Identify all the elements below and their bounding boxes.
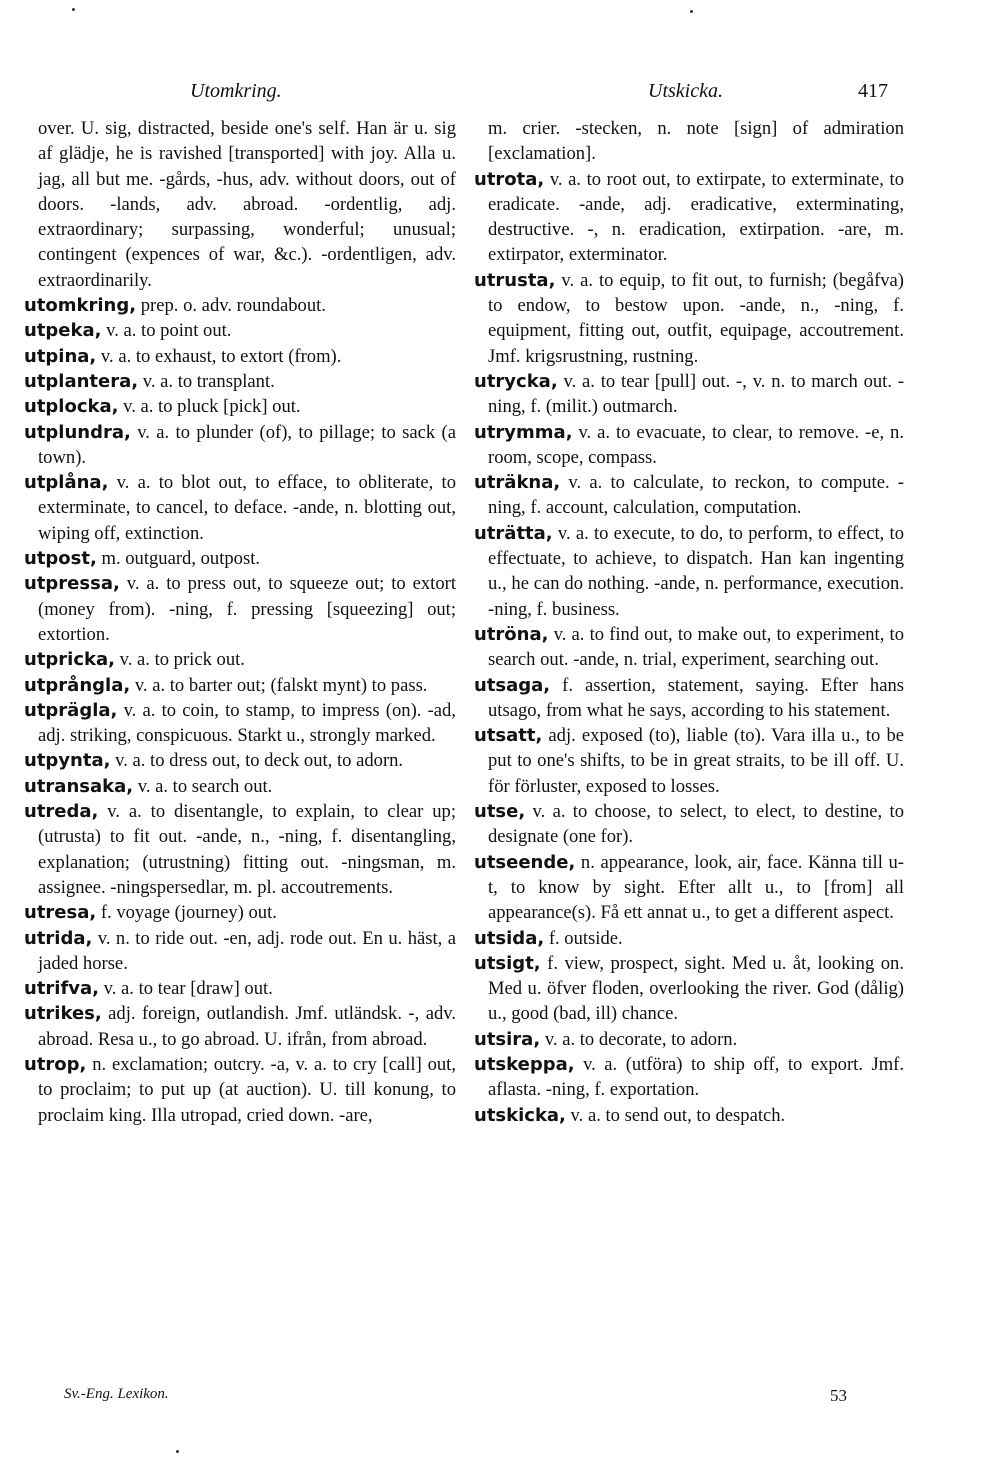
running-head-right: Utskicka. — [648, 80, 723, 102]
definition-text: v. a. to calculate, to reckon, to compute. -ning, f. account, calculation, computation. — [488, 472, 904, 519]
entry-continuation — [8, 116, 456, 293]
definition-text: over. U. sig, distracted, beside one's self. Han är u. sig af glädje, he is ravished [transported] with joy. Alla u. jag, all but me. -gårds, -hus, adv. without doors, out of doors. -lands, adv. abroad. -ordentlig, adj. extraordinary; surpassing, wonderful; unusual; contingent (expences of war, &c.). -ordentligen, adv. extraordinarily. — [38, 118, 456, 291]
definition-text: v. a. to transplant. — [138, 370, 275, 392]
headword: utomkring, — [24, 295, 137, 317]
dictionary-entry — [474, 268, 904, 369]
dictionary-entry — [474, 420, 904, 471]
definition-text: v. a. to prick out. — [114, 649, 245, 671]
dictionary-entry — [8, 900, 456, 925]
dictionary-entry — [8, 647, 456, 672]
definition-text: v. a. (utföra) to ship off, to export. Jmf. aflasta. -ning, f. exportation. — [488, 1053, 904, 1101]
headword: utseende, — [474, 851, 576, 873]
definition-text: n. exclamation; outcry. -a, v. a. to cry [call] out, to proclaim; to put up (at auction). U. till konung, to proclaim king. Illa utropad, cried down. -are, — [38, 1053, 456, 1126]
definition-text: v. a. to blot out, to efface, to obliterate, to exterminate, to cancel, to deface. -ande, n. blotting out, wiping off, extinction. — [38, 472, 456, 544]
headword: utrycka, — [474, 370, 558, 392]
headword: utreda, — [24, 801, 99, 823]
dictionary-entry — [474, 521, 904, 622]
definition-text: v. a. to pluck [pick] out. — [118, 396, 301, 418]
headword: utsira, — [474, 1028, 541, 1050]
dictionary-entry — [8, 698, 456, 749]
definition-text: f. outside. — [544, 927, 623, 949]
definition-text: v. a. to point out. — [101, 320, 232, 342]
headword: utskicka, — [474, 1104, 566, 1126]
headword: utrop, — [24, 1053, 87, 1075]
headword: utrifva, — [24, 978, 100, 1000]
dictionary-entry — [8, 369, 456, 394]
definition-text: v. a. to exhaust, to extort (from). — [96, 345, 342, 367]
definition-text: v. a. to barter out; (falskt mynt) to pass. — [130, 674, 428, 696]
headword: utrusta, — [474, 269, 556, 291]
definition-text: v. n. to ride out. -en, adj. rode out. En u. häst, a jaded horse. — [38, 927, 456, 974]
headword: uträtta, — [474, 522, 553, 544]
definition-text: adj. exposed (to), liable (to). Vara illa u., to be put to one's shifts, to be in great straits, to be ill off. U. för förluster, exposed to losses. — [488, 725, 904, 797]
signature-mark: 53 — [830, 1386, 847, 1405]
print-speck — [690, 10, 693, 13]
dictionary-entry — [474, 723, 904, 799]
entry-continuation — [474, 116, 904, 167]
headword: utplundra, — [24, 421, 131, 443]
headword: utrota, — [474, 168, 545, 190]
headword: utröna, — [474, 623, 549, 645]
definition-text: adj. foreign, outlandish. Jmf. utländsk. -, adv. abroad. Resa u., to go abroad. U. ifrån, from abroad. — [38, 1003, 456, 1050]
dictionary-entry — [474, 799, 904, 850]
definition-text: v. a. to evacuate, to clear, to remove. -e, n. room, scope, compass. — [488, 421, 904, 468]
definition-text: v. a. to equip, to fit out, to furnish; (begåfva) to endow, to bestow upon. -ande, n., -ning, f. equipment, fitting out, outfit, equipage, accoutrement. Jmf. krigsrustning, rustning. — [488, 269, 904, 367]
dictionary-entry — [474, 622, 904, 673]
page-number: 417 — [858, 80, 888, 102]
definition-text: f. voyage (journey) out. — [96, 902, 277, 924]
definition-text: f. view, prospect, sight. Med u. åt, looking on. Med u. öfver floden, overlooking the river. God (dålig) u., good (bad, ill) chance. — [488, 952, 904, 1025]
dictionary-entry — [8, 293, 456, 318]
definition-text: f. assertion, statement, saying. Efter hans utsago, from what he says, according to his statement. — [488, 674, 904, 721]
dictionary-entry — [474, 850, 904, 926]
headword: utrikes, — [24, 1003, 102, 1025]
dictionary-entry — [474, 167, 904, 268]
headword: utprångla, — [24, 674, 131, 696]
definition-text: v. a. to root out, to extirpate, to exterminate, to eradicate. -ande, adj. eradicative, exterminating, destructive. -, n. eradication, extirpation. -are, m. extirpator, exterminator. — [488, 168, 904, 266]
headword: utrida, — [24, 927, 93, 949]
dictionary-entry — [8, 926, 456, 977]
definition-text: v. a. to coin, to stamp, to impress (on). -ad, adj. striking, conspicuous. Starkt u., strongly marked. — [38, 699, 456, 747]
dictionary-entry — [8, 546, 456, 571]
dictionary-entry — [474, 369, 904, 420]
definition-text: v. a. to execute, to do, to perform, to effect, to effectuate, to achieve, to dispatch. Han kan ingenting u., he can do nothing. -ande, n. performance, execution. -ning, f. business. — [488, 522, 904, 620]
dictionary-entry — [474, 673, 904, 724]
headword: utplocka, — [24, 396, 119, 418]
definition-text: n. appearance, look, air, face. Känna till u-t, to know by sight. Efter allt u., to [from] all appearance(s). Få ett annat u., to get a different aspect. — [488, 851, 904, 924]
print-speck — [176, 1450, 179, 1453]
headword: utpina, — [24, 345, 97, 367]
dictionary-entry — [8, 1001, 456, 1052]
definition-text: v. a. to choose, to select, to elect, to destine, to designate (one for). — [488, 801, 904, 848]
headword: utplantera, — [24, 370, 139, 392]
headword: utresa, — [24, 902, 97, 924]
headword: utpeka, — [24, 320, 102, 342]
dictionary-entry — [474, 470, 904, 521]
headword: utpynta, — [24, 750, 111, 772]
headword: utpressa, — [24, 573, 120, 595]
dictionary-entry — [8, 774, 456, 799]
definition-text: v. a. to search out. — [133, 775, 273, 797]
definition-text: v. a. to press out, to squeeze out; to extort (money from). -ning, f. pressing [squeezing] out; extortion. — [38, 573, 456, 645]
dictionary-entry — [8, 799, 456, 900]
right-column — [474, 116, 904, 1128]
definition-text: v. a. to tear [draw] out. — [99, 978, 273, 1000]
footer-title: Sv.-Eng. Lexikon. — [64, 1386, 169, 1402]
definition-text: m. crier. -stecken, n. note [sign] of admiration [exclamation]. — [488, 118, 904, 165]
headword: utrymma, — [474, 421, 573, 443]
definition-text: prep. o. adv. roundabout. — [136, 295, 326, 317]
definition-text: v. a. to send out, to despatch. — [565, 1104, 786, 1126]
dictionary-entry — [8, 420, 456, 471]
dictionary-entry — [8, 344, 456, 369]
page-footer — [0, 1386, 1000, 1410]
dictionary-entry — [474, 1103, 904, 1128]
headword: uträkna, — [474, 472, 561, 494]
dictionary-entry — [8, 470, 456, 546]
running-head-left: Utomkring. — [190, 80, 282, 102]
dictionary-entry — [474, 1027, 904, 1052]
headword: utsaga, — [474, 674, 551, 696]
left-column — [8, 116, 456, 1128]
print-speck — [72, 8, 75, 11]
headword: utskeppa, — [474, 1053, 575, 1075]
definition-text: m. outguard, outpost. — [96, 548, 261, 570]
dictionary-entry — [8, 394, 456, 419]
dictionary-entry — [8, 673, 456, 698]
definition-text: v. a. to tear [pull] out. -, v. n. to march out. -ning, f. (milit.) outmarch. — [488, 370, 904, 418]
running-head — [0, 80, 1000, 106]
definition-text: v. a. to plunder (of), to pillage; to sack (a town). — [38, 421, 456, 468]
headword: utsida, — [474, 927, 545, 949]
dictionary-entry — [474, 926, 904, 951]
dictionary-entry — [474, 951, 904, 1027]
headword: utpricka, — [24, 649, 115, 671]
headword: utsigt, — [474, 952, 541, 974]
headword: utransaka, — [24, 775, 134, 797]
definition-text: v. a. to dress out, to deck out, to adorn. — [110, 750, 404, 772]
definition-text: v. a. to find out, to make out, to experiment, to search out. -ande, n. trial, experiment, searching out. — [488, 623, 904, 671]
dictionary-entry — [8, 748, 456, 773]
definition-text: v. a. to decorate, to adorn. — [540, 1028, 738, 1050]
dictionary-entry — [8, 571, 456, 647]
dictionary-entry — [8, 318, 456, 343]
headword: utsatt, — [474, 725, 543, 747]
headword: utprägla, — [24, 699, 118, 721]
headword: utplåna, — [24, 472, 109, 494]
dictionary-entry — [8, 1052, 456, 1128]
definition-text: v. a. to disentangle, to explain, to clear up; (utrusta) to fit out. -ande, n., -ning, f. disentangling, explanation; (utrustning) fitting out. -ningsman, m. assignee. -ningspersedlar, m. pl. accoutrements. — [38, 801, 456, 898]
dictionary-entry — [8, 976, 456, 1001]
headword: utse, — [474, 801, 526, 823]
dictionary-entry — [474, 1052, 904, 1103]
headword: utpost, — [24, 548, 97, 570]
